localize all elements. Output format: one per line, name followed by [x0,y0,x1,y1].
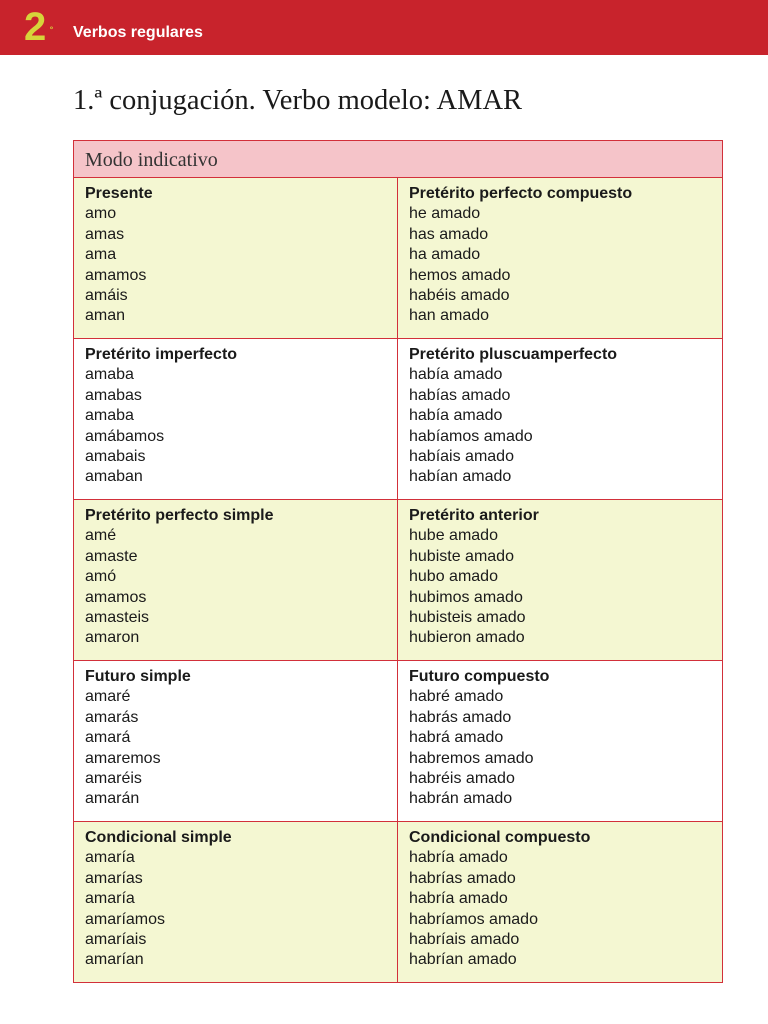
tense-name: Presente [85,185,153,202]
tense-cell [74,500,398,661]
verb-form: amaríamos [85,910,166,928]
chapter-ordinal: º [50,25,53,34]
verb-form: habrías amado [409,869,516,887]
verb-form: amaría [85,849,135,867]
tense-row [74,339,723,500]
verb-form: amó [85,568,117,586]
verb-form: amabas [85,386,142,404]
tense-cell [398,500,723,661]
tense-cell [398,339,723,500]
verb-form: amarías [85,869,143,887]
verb-form: amo [85,205,117,223]
verb-form: amaré [85,688,131,706]
tense-cell [74,178,398,339]
verb-form: amáis [85,287,128,305]
verb-form: amas [85,225,125,243]
tense-cell [74,822,398,983]
verb-form: hemos amado [409,266,511,284]
verb-form: hubieron amado [409,629,525,647]
tense-name: Futuro simple [85,668,191,685]
verb-form: habría amado [409,890,508,908]
verb-form: amaría [85,890,135,908]
verb-form: hubiste amado [409,547,514,565]
verb-form: amaban [85,468,143,486]
verb-form: hubo amado [409,568,498,586]
verb-form: hubisteis amado [409,609,526,627]
tense-row [74,661,723,822]
verb-form: he amado [409,205,481,223]
tense-name: Condicional compuesto [409,829,591,846]
verb-form: amaréis [85,770,142,788]
verb-form: amaríais [85,931,147,949]
tense-name: Pretérito pluscuamperfecto [409,346,618,363]
tense-name: Condicional simple [85,829,232,846]
verb-form: habrían amado [409,951,517,969]
verb-form: habéis amado [409,287,510,305]
chapter-title: Verbos regulares [73,24,203,41]
verb-form: habíais amado [409,448,514,466]
verb-form: amaron [85,629,140,647]
tense-cell [74,661,398,822]
mode-header-cell [74,141,723,178]
verb-form: has amado [409,225,489,243]
verb-form: aman [85,307,126,325]
conjugation-table-body [74,141,723,983]
verb-form: había amado [409,366,503,384]
verb-form: ha amado [409,246,481,264]
verb-form: habrás amado [409,708,512,726]
tense-name: Futuro compuesto [409,668,550,685]
tense-name: Pretérito imperfecto [85,346,238,363]
verb-form: hubimos amado [409,588,523,606]
tense-cell [398,822,723,983]
page-title: 1.ª conjugación. Verbo modelo: AMAR [73,85,523,116]
verb-form: habrá amado [409,729,504,747]
verb-form: habré amado [409,688,504,706]
verb-form: habríamos amado [409,910,538,928]
verb-form: amaba [85,407,134,425]
chapter-header-bar [0,0,768,55]
tense-row [74,178,723,339]
verb-form: ama [85,246,117,264]
verb-form: amarán [85,790,140,808]
tense-cell [398,178,723,339]
verb-form: amarían [85,951,144,969]
verb-form: amamos [85,266,147,284]
verb-form: habría amado [409,849,508,867]
tense-row [74,500,723,661]
tense-name: Pretérito perfecto compuesto [409,185,633,202]
verb-form: amará [85,729,131,747]
verb-form: habríais amado [409,931,520,949]
chapter-number: 2 [24,5,47,49]
conjugation-table [73,140,723,983]
verb-form: amaremos [85,749,161,767]
tense-name: Pretérito anterior [409,507,539,524]
verb-form: habremos amado [409,749,534,767]
verb-form: amabais [85,448,146,466]
verb-form: amamos [85,588,147,606]
verb-form: habíamos amado [409,427,533,445]
verb-form: habían amado [409,468,512,486]
verb-form: habrán amado [409,790,513,808]
verb-form: amaba [85,366,134,384]
tense-cell [74,339,398,500]
verb-form: amé [85,527,117,545]
verb-form: amasteis [85,609,150,627]
tense-cell [398,661,723,822]
verb-form: amaste [85,547,138,565]
verb-form: amábamos [85,427,165,445]
tense-row [74,822,723,983]
tense-name: Pretérito perfecto simple [85,507,274,524]
verb-form: habréis amado [409,770,515,788]
verb-form: hube amado [409,527,498,545]
verb-form: habías amado [409,386,511,404]
mode-label: Modo indicativo [85,149,218,171]
mode-header-row [74,141,723,178]
verb-form: amarás [85,708,139,726]
verb-form: han amado [409,307,490,325]
verb-form: había amado [409,407,503,425]
